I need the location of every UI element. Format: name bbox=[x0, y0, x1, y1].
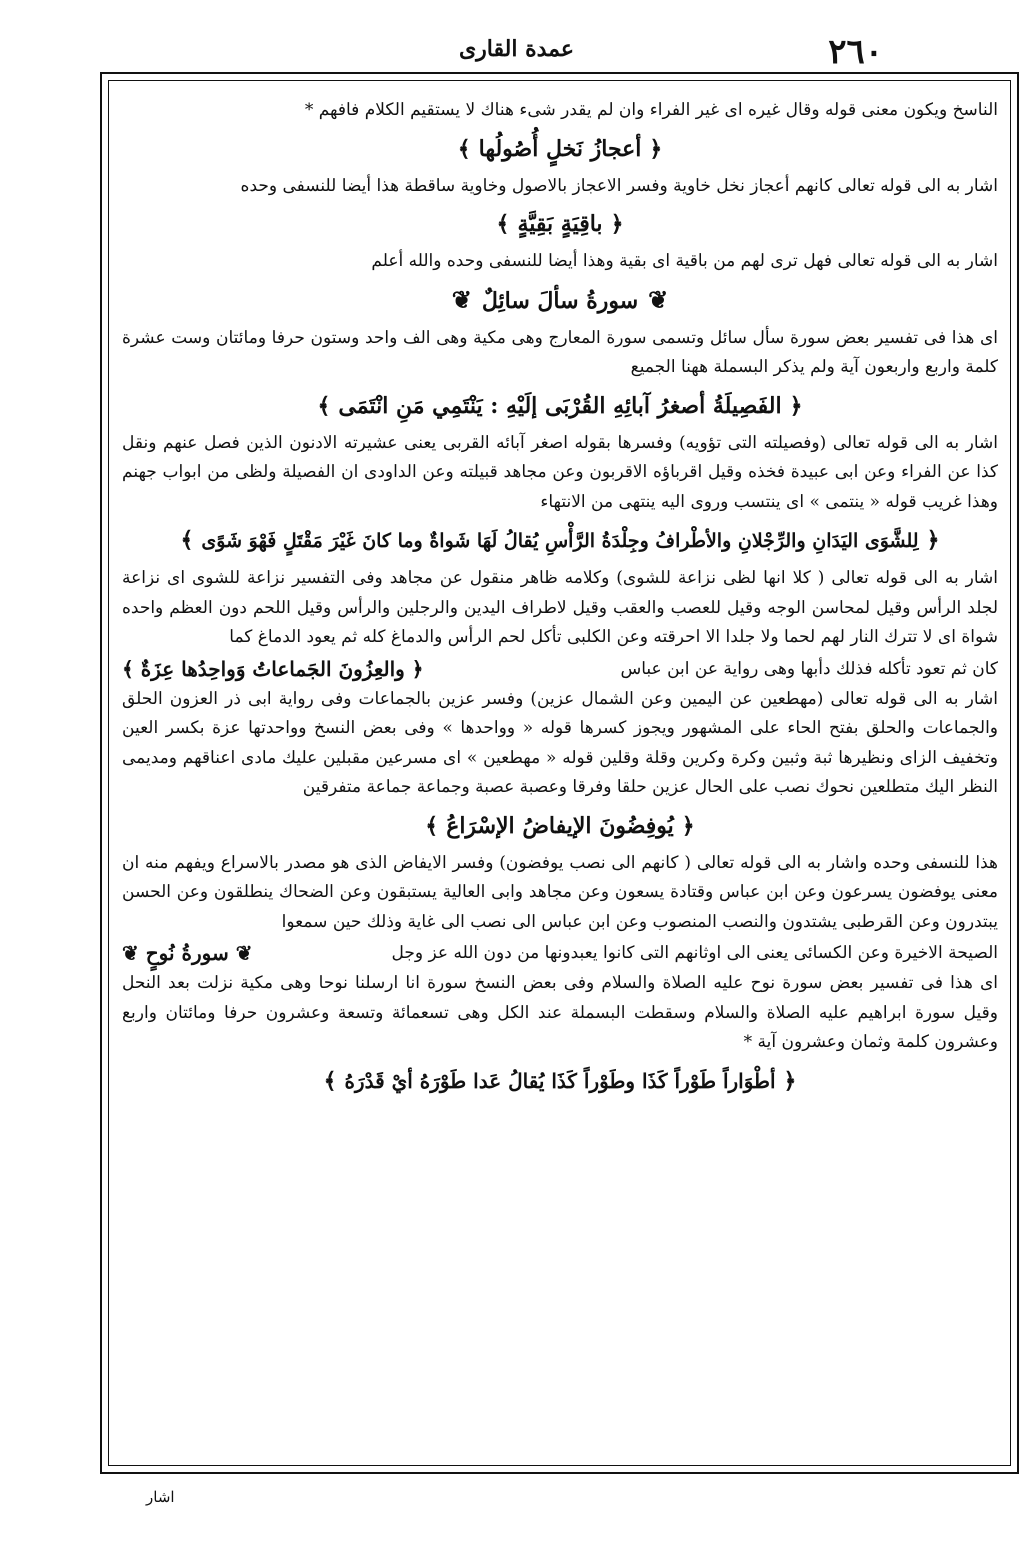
section-heading bbox=[122, 132, 998, 166]
paragraph: اشار به الى قوله تعالى فهل ترى لهم من باقية اى بقية وهذا أيضا للنسفى وحده والله أعلم bbox=[371, 251, 998, 271]
catchword: اشار bbox=[146, 1488, 175, 1506]
ornament-close: ﴾ bbox=[496, 211, 510, 237]
section-heading bbox=[122, 809, 998, 843]
page-number: ٢٦٠ bbox=[828, 32, 883, 72]
paragraph: اى هذا فى تفسير بعض سورة سأل سائل وتسمى سورة المعارج وهى مكية وهى الف واحد وستون حرفا ومائتان وست عشرة كلمة واربع واربعون آية ولم يذكر البسملة ههنا الجميع bbox=[122, 327, 998, 377]
paragraph: اشار به الى قوله تعالى (وفصيلته التى تؤويه) وفسرها بقوله اصغر آبائه القربى يعنى عشيرته الادنون الذين فصل عنهم ونقل كذا عن الفراء وعن ابى عبيدة فخذه وقيل اقرباؤه الاقربون وعن مجاهد قبيلته وعن الداودى ان الفصيلة ولظى من ابواب جهنم وهذا غريب قوله « ينتمى » اى ينتسب وروى اليه ينتهى من الانتهاء bbox=[122, 432, 998, 512]
surah-side-heading bbox=[122, 937, 252, 969]
heading-text: سورةُ نُوحٍ bbox=[145, 941, 229, 965]
ornament-close: ﴾ bbox=[323, 1067, 337, 1094]
paragraph: اشار به الى قوله تعالى كانهم أعجاز نخل خاوية وفسر الاعجاز بالاصول وخاوية ساقطة هذا أيضا للنسفى وحده bbox=[240, 175, 998, 196]
heading-text: أعجازُ نَخلٍ أُصُولُها bbox=[478, 135, 642, 162]
section-heading bbox=[122, 1064, 998, 1098]
ornament-open: ﴿ bbox=[789, 392, 803, 419]
ornament-close: ﴾ bbox=[425, 812, 439, 839]
ornament-close: ﴾ bbox=[457, 135, 471, 162]
paragraph: اى هذا فى تفسير بعض سورة نوح عليه الصلاة والسلام وفى بعض النسخ سورة انا ارسلنا نوحا وهى مكية نزلت بعد النحل وقيل سورة ابراهيم عليه الصلاة والسلام وسقطت البسملة عند الكل وهى تسعمائة وتسعة وعشرون حرفا ومائتان واربع وعشرون كلمة وثمان وعشرون آية * bbox=[122, 973, 998, 1052]
ornament-wide-left: ❦ bbox=[451, 284, 472, 314]
ornament-close: ﴾ bbox=[122, 656, 134, 681]
heading-text: أطْوَاراً طَوْراً كَذَا وطَوْراً كَذَا يُقالُ عَدا طَوْرَهُ أيْ قَدْرَهُ bbox=[344, 1068, 776, 1093]
side-heading bbox=[122, 653, 424, 685]
ornament-open: ﴿ bbox=[926, 527, 940, 553]
running-head: عمدة القارى bbox=[458, 36, 575, 62]
page-body bbox=[122, 96, 998, 1456]
section-heading bbox=[122, 207, 998, 241]
heading-text: باقِيَةٍ بَقِيَّةٍ bbox=[517, 211, 603, 237]
line-text: كان ثم تعود تأكله فذلك دأبها وهى رواية عن ابن عباس bbox=[620, 658, 998, 679]
surah-heading bbox=[122, 283, 998, 318]
section-heading bbox=[122, 389, 998, 423]
split-line bbox=[122, 937, 998, 969]
section-heading bbox=[122, 523, 998, 558]
line-text: الصيحة الاخيرة وعن الكسائى يعنى الى اوثانهم التى كانوا يعبدونها من دون الله عز وجل bbox=[391, 943, 998, 963]
ornament-open: ﴿ bbox=[411, 656, 424, 681]
paragraph: هذا للنسفى وحده واشار به الى قوله تعالى ( كانهم الى نصب يوفضون) وفسر الايفاض الذى هو مصدر بالاسراع ويفهم منه ان معنى يوفضون يسرعون وعن ابن عباس وقتادة يسعون وعن مجاهد وابى العالية يستبقون وعن الضحاك ينطلقون وعن الحسن يبتدرون وعن القرطبى يشتدون والنصب المنصوب وعن ابن عباس الى نصب الى غاية وذلك حين سمعوا bbox=[122, 852, 998, 932]
heading-text: الفَصِيلَةُ أصغرُ آبائِهِ القُرْبَى إلَيْهِ : يَنْتَمِي مَنِ انْتَمَى bbox=[338, 392, 782, 419]
heading-text: لِلشَّوَى اليَدَانِ والرِّجْلانِ والأطْرافُ وجِلْدَةُ الرَّأْسِ يُقالُ لَهَا شَواةٌ وما كانَ غَيْرَ مَقْتَلٍ فَهْوَ شَوًى bbox=[201, 530, 919, 552]
page-header bbox=[100, 28, 933, 72]
split-line bbox=[122, 653, 998, 685]
heading-text: يُوفِضُونَ الإيفاضُ الإسْرَاعُ bbox=[446, 812, 674, 839]
ornament-wide-right: ❦ bbox=[235, 941, 253, 965]
ornament-wide-left: ❦ bbox=[122, 941, 139, 965]
ornament-open: ﴿ bbox=[649, 135, 663, 162]
ornament-close: ﴾ bbox=[317, 392, 331, 419]
paragraph: الناسخ ويكون معنى قوله وقال غيره اى غير الفراء وان لم يقدر شىء هناك لا يستقيم الكلام فافهم * bbox=[304, 100, 998, 120]
heading-text: سورةُ سألَ سائِلٌ bbox=[481, 287, 639, 314]
ornament-open: ﴿ bbox=[681, 812, 695, 839]
heading-text: والعِزُونَ الجَماعاتُ وَواحِدُها عِزَةٌ bbox=[140, 656, 405, 681]
paragraph: اشار به الى قوله تعالى ( كلا انها لظى نزاعة للشوى) وكلامه ظاهر منقول عن مجاهد وفى التفسير نزاعة للشوى اى نزاعة لجلد الرأس وقيل لمحاسن الوجه وقيل للعصب والعقب وقيل لاطراف اليدين والرجلين والرأس وقيل اللحم دون العظم واحده شواة اى لا تترك النار لهم لحما ولا جلدا الا احرقته وعن الكلبى تأكل لحم الرأس والدماغ كله ثم يعود الدماغ كما bbox=[122, 568, 998, 647]
ornament-close: ﴾ bbox=[180, 527, 194, 553]
ornament-wide-right: ❦ bbox=[648, 284, 669, 314]
ornament-open: ﴿ bbox=[610, 211, 624, 237]
ornament-open: ﴿ bbox=[783, 1067, 797, 1094]
paragraph: اشار به الى قوله تعالى (مهطعين عن اليمين وعن الشمال عزين) وفسر عزين بالجماعات وفى رواية ابى ذر العزون الحلق والجماعات والحلق بفتح الحاء على المشهور ويجوز كسرها قوله « وواحدها » وفى بعض النسخ وواحدتها عزة بكسر العين وتخفيف الزاى ونظيرها ثبة وثبين وكرة وكرين وقلة وقلين قوله « مهطعين » اى مسرعين مقبلين عليك مادى اعناقهم ومديمى النظر اليك متطلعين نحوك نصب على الحال عزين حلقا وفرقا وعصبة عصبة وجماعة جماعة متفرقين bbox=[122, 688, 998, 797]
